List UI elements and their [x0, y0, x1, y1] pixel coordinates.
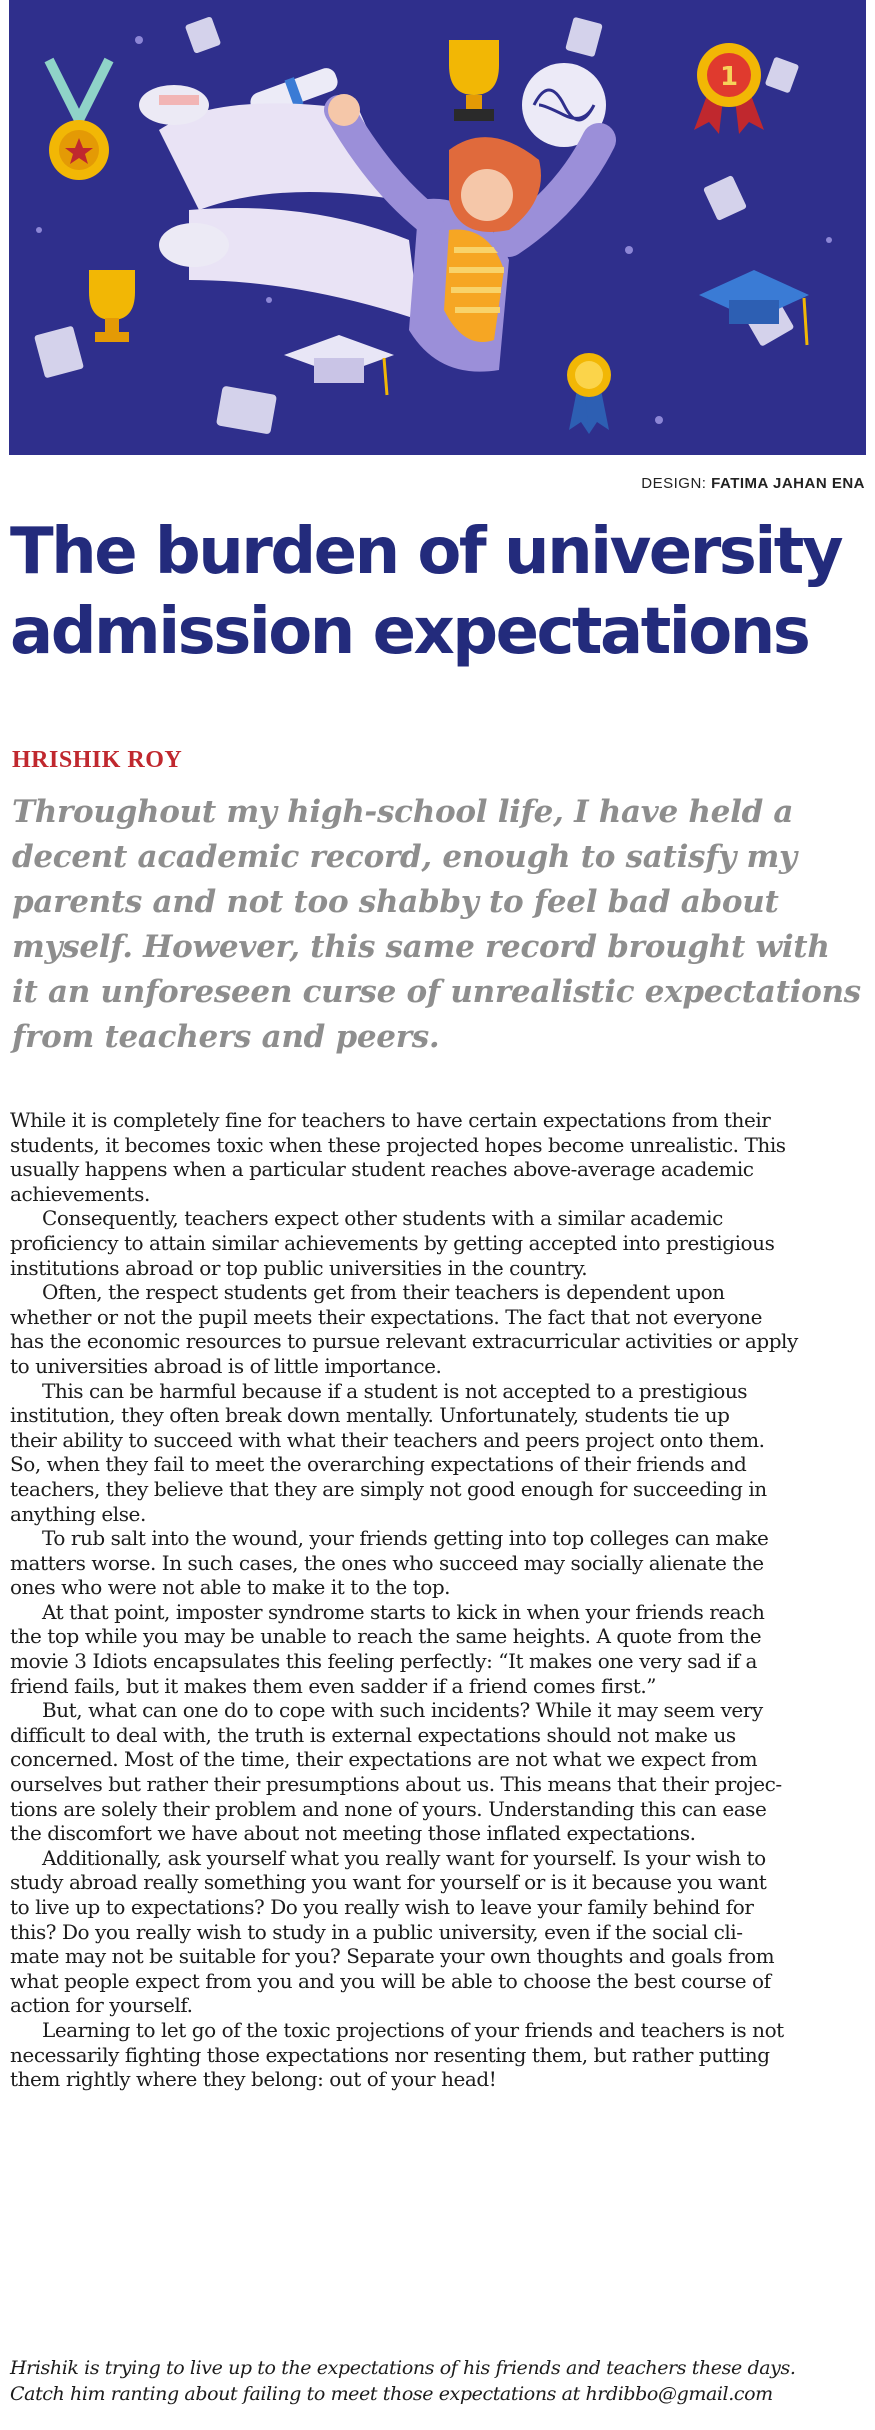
design-credit-name: FATIMA JAHAN ENA [711, 475, 865, 492]
article-title [10, 512, 870, 672]
illustration-svg [9, 0, 866, 455]
body-line: movie 3 Idiots encapsulates this feeling perfectly: “It makes one very sad if a [10, 1649, 758, 1674]
body-line: But, what can one do to cope with such incidents? While it may seem very [42, 1698, 763, 1723]
lede-line: myself. However, this same record brought with [12, 929, 830, 965]
body-line: teachers, they believe that they are simply not good enough for succeeding in [10, 1476, 767, 1501]
body-line: To rub salt into the wound, your friends getting into top colleges can make [42, 1526, 769, 1551]
body-line: difficult to deal with, the truth is external expectations should not make us [10, 1722, 736, 1747]
body-line: So, when they fail to meet the overarching expectations of their friends and [10, 1452, 747, 1477]
body-line: their ability to succeed with what their teachers and peers project onto them. [10, 1427, 765, 1452]
body-line: this? Do you really wish to study in a public university, even if the social cli- [10, 1919, 743, 1944]
body-line: friend fails, but it makes them even sadder if a friend comes first.” [10, 1673, 657, 1698]
body-line: While it is completely fine for teachers to have certain expectations from their [10, 1108, 771, 1132]
body-line: the discomfort we have about not meeting those inflated expectations. [10, 1821, 696, 1846]
lede-line: it an unforeseen curse of unrealistic expectations [12, 974, 861, 1010]
body-line: students, it becomes toxic when these projected hopes become unrealistic. This [10, 1132, 786, 1157]
body-line: Additionally, ask yourself what you really want for yourself. Is your wish to [42, 1845, 766, 1870]
design-credit-label: DESIGN: [641, 475, 707, 492]
body-line: mate may not be suitable for you? Separate your own thoughts and goals from [10, 1944, 775, 1969]
body-line: necessarily fighting those expectations nor resenting them, but rather putting [10, 2042, 770, 2067]
body-line: what people expect from you and you will be able to choose the best course of [10, 1968, 771, 1993]
body-line: This can be harmful because if a student is not accepted to a prestigious [42, 1378, 748, 1403]
bio-line: Catch him ranting about failing to meet those expectations at hrdibbo@gmail.com [10, 2383, 773, 2405]
design-credit [641, 475, 865, 492]
body-line: to live up to expectations? Do you really wish to leave your family behind for [10, 1895, 754, 1919]
article-body [10, 1108, 870, 2092]
body-line: Often, the respect students get from their teachers is dependent upon [42, 1280, 725, 1305]
lede-line: Throughout my high-school life, I have held a [12, 794, 794, 830]
article-lede [12, 790, 872, 1060]
author-byline: HRISHIK ROY [12, 747, 183, 773]
body-line: them rightly where they belong: out of your head! [10, 2067, 497, 2092]
body-line: has the economic resources to pursue relevant extracurricular activities or apply [10, 1329, 798, 1354]
body-line: matters worse. In such cases, the ones who succeed may socially alienate the [10, 1550, 764, 1575]
body-line: the top while you may be unable to reach the same heights. A quote from the [10, 1624, 762, 1649]
body-line: to universities abroad is of little importance. [10, 1353, 442, 1378]
body-line: usually happens when a particular student reaches above-average academic [10, 1157, 754, 1182]
body-line: achievements. [10, 1181, 150, 1206]
lede-line: decent academic record, enough to satisfy my [12, 839, 797, 875]
title-line: The burden of university [10, 515, 842, 589]
body-line: At that point, imposter syndrome starts to kick in when your friends reach [42, 1599, 765, 1624]
svg-text:1: 1 [719, 62, 739, 92]
body-line: ones who were not able to make it to the top. [10, 1575, 451, 1600]
body-line: whether or not the pupil meets their expectations. The fact that not everyone [10, 1304, 762, 1329]
body-line: tions are solely their problem and none of yours. Understanding this can ease [10, 1796, 767, 1821]
body-line: action for yourself. [10, 1993, 193, 2018]
body-line: proficiency to attain similar achievements by getting accepted into prestigious [10, 1230, 775, 1255]
title-line: admission expectations [10, 595, 809, 669]
lede-line: parents and not too shabby to feel bad about [12, 884, 779, 920]
header-illustration [9, 0, 866, 455]
author-bio [10, 2355, 870, 2407]
body-line: anything else. [10, 1501, 146, 1526]
body-line: institution, they often break down mentally. Unfortunately, students tie up [10, 1403, 730, 1428]
body-line: concerned. Most of the time, their expectations are not what we expect from [10, 1747, 758, 1772]
body-line: Learning to let go of the toxic projections of your friends and teachers is not [42, 2017, 784, 2042]
body-line: ourselves but rather their presumptions about us. This means that their projec- [10, 1772, 782, 1797]
body-line: institutions abroad or top public universities in the country. [10, 1255, 588, 1280]
lede-line: from teachers and peers. [12, 1019, 440, 1055]
body-line: Consequently, teachers expect other students with a similar academic [42, 1206, 723, 1231]
bio-line: Hrishik is trying to live up to the expectations of his friends and teachers these days. [10, 2357, 796, 2379]
body-line: study abroad really something you want for yourself or is it because you want [10, 1870, 767, 1895]
